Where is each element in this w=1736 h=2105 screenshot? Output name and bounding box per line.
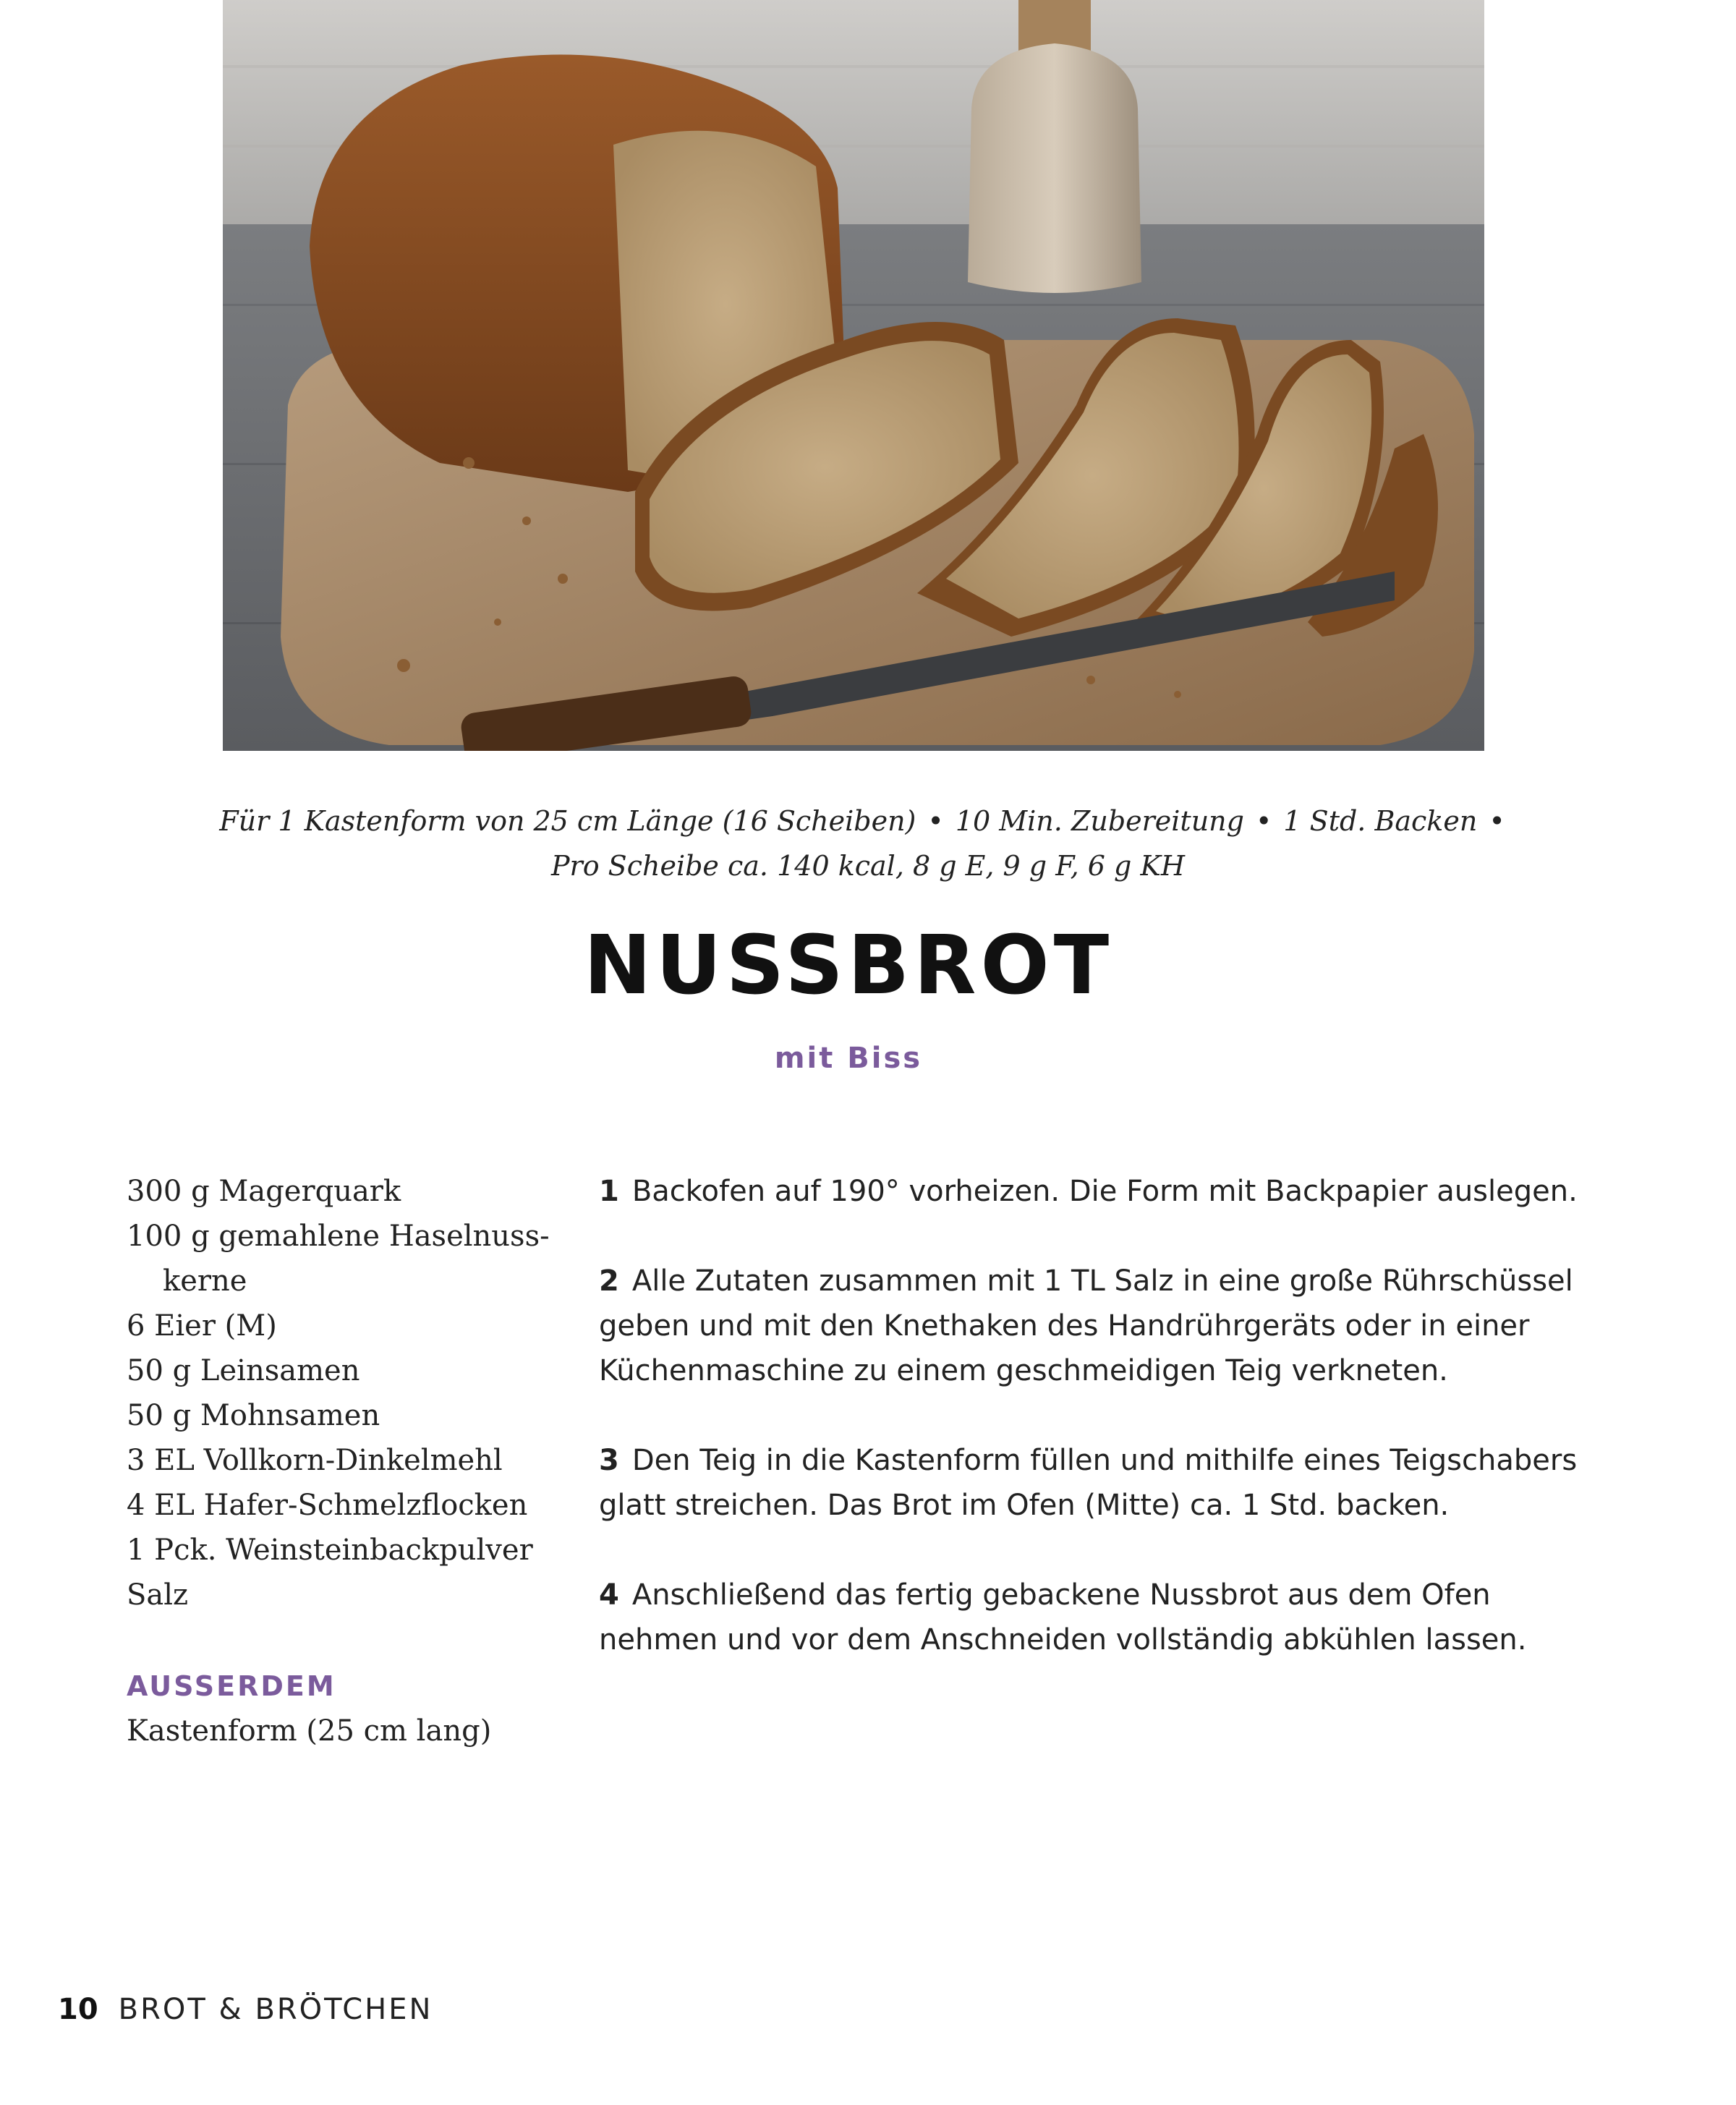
- recipe-title: NUSSBROT: [583, 919, 1114, 1013]
- step-text: Backofen auf 190° vorheizen. Die Form mit Backpapier auslegen.: [631, 1175, 1578, 1208]
- meta-separator: •: [927, 805, 944, 837]
- ingredient-item: 6 Eier (M): [127, 1309, 277, 1343]
- ingredient-item: 100 g gemahlene Haselnuss-: [127, 1220, 550, 1253]
- ingredient-item: 50 g Mohnsamen: [127, 1399, 380, 1432]
- extra-item: Kastenform (25 cm lang): [127, 1714, 492, 1748]
- step: [599, 1169, 1583, 1214]
- ingredient-item-continuation: kerne: [163, 1264, 247, 1298]
- page-footer: [58, 1988, 433, 2031]
- step-text: Alle Zutaten zusammen mit 1 TL Salz in eine große Rührschüssel geben und mit den Knethaken des Handrührgeräts oder in einer Küchenmaschine zu einem geschmeidigen Teig verkneten.: [599, 1264, 1573, 1387]
- step-text: Den Teig in die Kastenform füllen und mithilfe eines Teigschabers glatt streichen. Das Brot im Ofen (Mitte) ca. 1 Std. backen.: [599, 1444, 1578, 1522]
- meta-prep-time: 10 Min. Zubereitung: [955, 805, 1244, 837]
- recipe-photo: [223, 0, 1484, 751]
- ingredient-item: 3 EL Vollkorn-Dinkelmehl: [127, 1444, 503, 1477]
- recipe-meta: [0, 799, 1736, 888]
- ingredient-item: Salz: [127, 1578, 189, 1612]
- step: [599, 1259, 1583, 1393]
- ingredient-item: 4 EL Hafer-Schmelzflocken: [127, 1489, 528, 1522]
- instruction-steps: [599, 1169, 1583, 1707]
- meta-nutrition: Pro Scheibe ca. 140 kcal, 8 g E, 9 g F, 6 g KH: [550, 850, 1185, 882]
- step-number: 1: [599, 1175, 619, 1208]
- ingredient-item: 300 g Magerquark: [127, 1175, 401, 1208]
- meta-line-1: [0, 799, 1736, 843]
- step-text: Anschließend das fertig gebackene Nussbrot aus dem Ofen nehmen und vor dem Anschneiden vollständig abkühlen lassen.: [599, 1578, 1527, 1657]
- meta-separator: •: [1489, 805, 1505, 837]
- meta-yield: Für 1 Kastenform von 25 cm Länge (16 Scheiben): [219, 805, 916, 837]
- recipe-subtitle: mit Biss: [774, 1042, 923, 1075]
- extra-heading: AUSSERDEM: [127, 1670, 336, 1702]
- section-name: BROT & BRÖTCHEN: [118, 1993, 433, 2026]
- step-number: 4: [599, 1578, 619, 1612]
- ingredient-list: [127, 1169, 561, 1617]
- ingredient-item: 1 Pck. Weinsteinbackpulver: [127, 1534, 533, 1567]
- meta-bake-time: 1 Std. Backen: [1283, 805, 1478, 837]
- meta-separator: •: [1255, 805, 1272, 837]
- page-number: 10: [58, 1993, 98, 2026]
- step: [599, 1438, 1583, 1528]
- step-number: 3: [599, 1444, 619, 1477]
- step-number: 2: [599, 1264, 619, 1298]
- bread-illustration: [223, 0, 1484, 751]
- ingredient-item: 50 g Leinsamen: [127, 1354, 360, 1387]
- step: [599, 1573, 1583, 1662]
